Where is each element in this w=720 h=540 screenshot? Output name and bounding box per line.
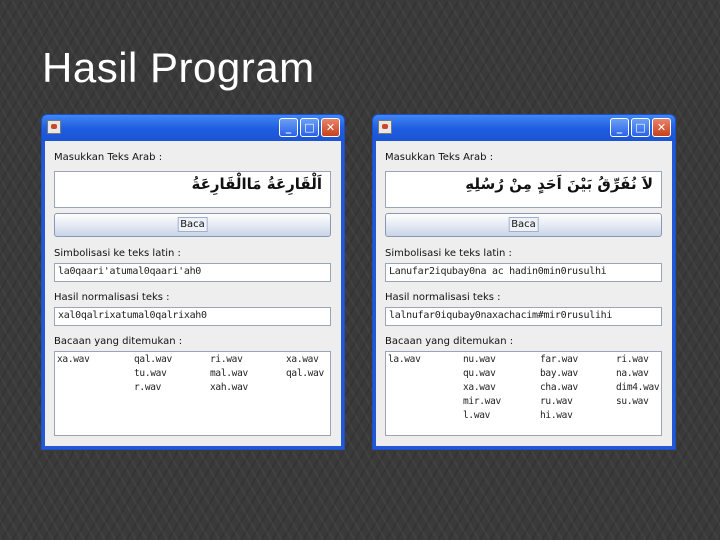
java-app-icon[interactable] xyxy=(47,120,61,134)
result-area[interactable] xyxy=(385,351,662,436)
baca-button-label: Baca xyxy=(177,217,208,232)
latin-label: Simbolisasi ke teks latin : xyxy=(385,248,512,259)
list-item: nu.wav xyxy=(463,354,496,365)
arabic-input-label: Masukkan Teks Arab : xyxy=(385,152,494,163)
java-app-icon[interactable] xyxy=(378,120,392,134)
list-item: ri.wav xyxy=(616,354,649,365)
arabic-input-label: Masukkan Teks Arab : xyxy=(54,152,163,163)
list-item: xa.wav xyxy=(286,354,319,365)
latin-field[interactable]: Lanufar2iqubay0na ac hadin0min0rusulhi xyxy=(385,263,662,282)
close-icon[interactable]: ✕ xyxy=(652,118,671,137)
list-item: l.wav xyxy=(463,410,491,421)
list-item: ri.wav xyxy=(210,354,243,365)
list-item: ru.wav xyxy=(540,396,573,407)
list-item: la.wav xyxy=(388,354,421,365)
latin-field[interactable]: la0qaari'atumal0qaari'ah0 xyxy=(54,263,331,282)
app-window-1 xyxy=(41,114,345,450)
list-item: mir.wav xyxy=(463,396,501,407)
window-content xyxy=(45,141,341,446)
arabic-text-input[interactable]: اَلْقَارِعَةُ مَاالْقَارِعَةُ xyxy=(54,171,331,208)
list-item: r.wav xyxy=(134,382,162,393)
list-item: tu.wav xyxy=(134,368,167,379)
list-item: dim4.wav xyxy=(616,382,660,393)
arabic-text-input[interactable]: لاَ نُفَرِّقُ بَيْنَ اَحَدٍ مِنْ رُسُلِهِ xyxy=(385,171,662,208)
window-content xyxy=(376,141,672,446)
minimize-icon[interactable]: _ xyxy=(610,118,629,137)
result-label: Bacaan yang ditemukan : xyxy=(385,336,514,347)
close-icon[interactable]: ✕ xyxy=(321,118,340,137)
normalization-field[interactable]: xal0qalrixatumal0qalrixah0 xyxy=(54,307,331,326)
window-titlebar[interactable] xyxy=(42,115,344,141)
list-item: qal.wav xyxy=(286,368,324,379)
normalization-field[interactable]: lalnufar0iqubay0naxachacim#mir0rusulihi xyxy=(385,307,662,326)
slide-title: Hasil Program xyxy=(42,44,315,91)
list-item: cha.wav xyxy=(540,382,578,393)
normalization-label: Hasil normalisasi teks : xyxy=(54,292,170,303)
list-item: qu.wav xyxy=(463,368,496,379)
list-item: xa.wav xyxy=(57,354,90,365)
window-titlebar[interactable] xyxy=(373,115,675,141)
list-item: qal.wav xyxy=(134,354,172,365)
list-item: su.wav xyxy=(616,396,649,407)
normalization-label: Hasil normalisasi teks : xyxy=(385,292,501,303)
list-item: far.wav xyxy=(540,354,578,365)
list-item: na.wav xyxy=(616,368,649,379)
baca-button[interactable] xyxy=(54,213,331,237)
result-area[interactable] xyxy=(54,351,331,436)
list-item: xa.wav xyxy=(463,382,496,393)
latin-label: Simbolisasi ke teks latin : xyxy=(54,248,181,259)
minimize-icon[interactable]: _ xyxy=(279,118,298,137)
list-item: xah.wav xyxy=(210,382,248,393)
app-window-2 xyxy=(372,114,676,450)
baca-button[interactable] xyxy=(385,213,662,237)
baca-button-label: Baca xyxy=(508,217,539,232)
result-label: Bacaan yang ditemukan : xyxy=(54,336,183,347)
maximize-icon[interactable]: □ xyxy=(300,118,319,137)
list-item: bay.wav xyxy=(540,368,578,379)
maximize-icon[interactable]: □ xyxy=(631,118,650,137)
list-item: hi.wav xyxy=(540,410,573,421)
list-item: mal.wav xyxy=(210,368,248,379)
